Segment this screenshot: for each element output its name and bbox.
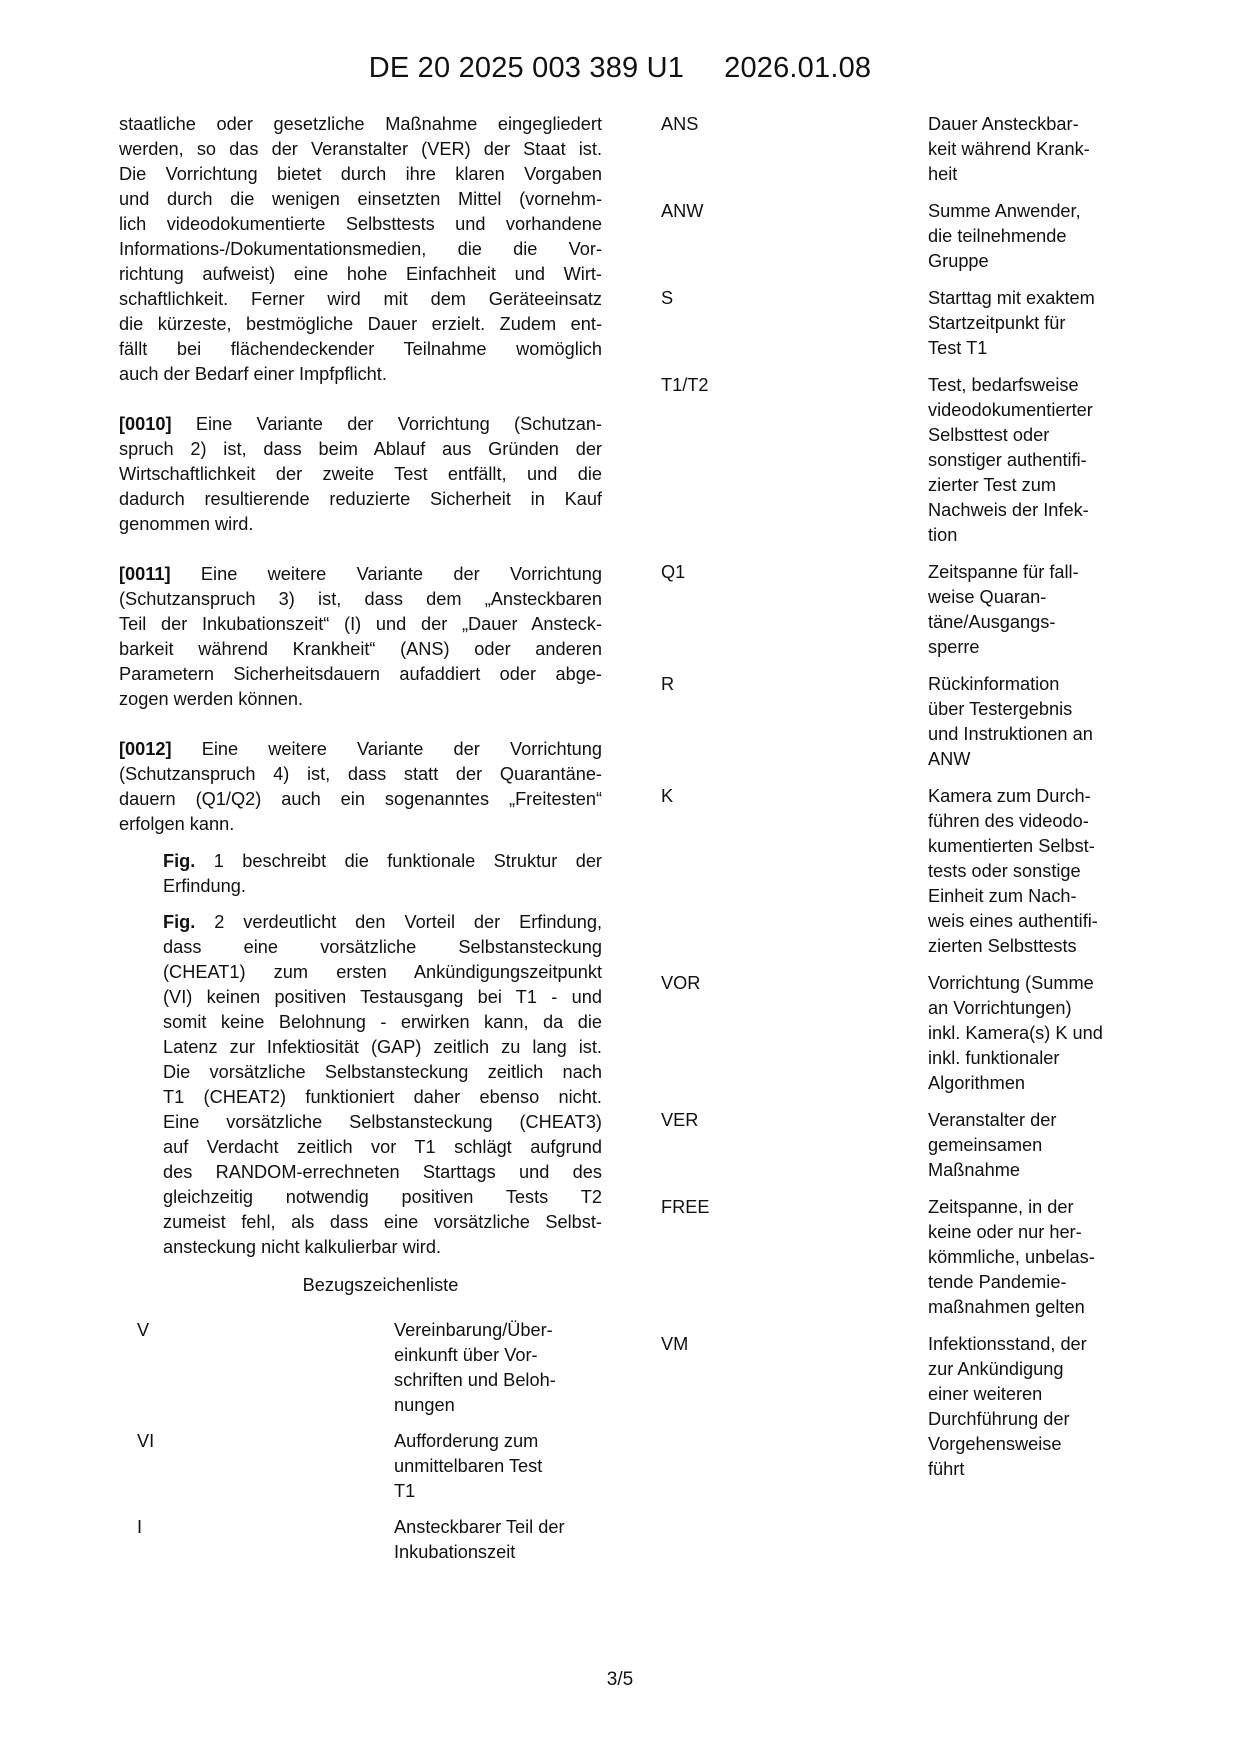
reference-symbol: FREE — [661, 1197, 710, 1217]
paragraph-0012 — [119, 737, 602, 837]
text-line: spruch 2) ist, dass beim Ablauf aus Gründen der — [119, 439, 602, 459]
text-line: Latenz zur Infektiosität (GAP) zeitlich zu lang ist. — [163, 1037, 602, 1057]
reference-entry — [661, 286, 1141, 361]
text-line: sonstiger authentifi- — [928, 450, 1087, 470]
text-line: und Instruktionen an — [928, 724, 1093, 744]
text-line: einer weiteren — [928, 1384, 1043, 1404]
text-line: maßnahmen gelten — [928, 1297, 1085, 1317]
text-line: inkl. Kamera(s) K und — [928, 1023, 1103, 1043]
intro-paragraph — [119, 112, 602, 387]
reference-symbol: T1/T2 — [661, 375, 709, 395]
text-line: tion — [928, 525, 958, 545]
text-line — [119, 737, 602, 762]
text-line: zur Ankündigung — [928, 1359, 1064, 1379]
reference-symbol: ANS — [661, 114, 699, 134]
text-line: kömmliche, unbelas- — [928, 1247, 1095, 1267]
text-line: des RANDOM-errechneten Starttags und des — [163, 1162, 602, 1182]
text-line: Erfindung. — [163, 876, 246, 896]
reference-entry — [661, 373, 1141, 548]
text-line: schaftlichkeit. Ferner wird mit dem Geräteeinsatz — [119, 289, 602, 309]
text-line: lich videodokumentierte Selbsttests und vorhandene — [119, 214, 602, 234]
text-line: auf Verdacht zeitlich vor T1 schlägt aufgrund — [163, 1137, 602, 1157]
text-line: die teilnehmende — [928, 226, 1067, 246]
document-header — [0, 52, 1240, 85]
text-line: nungen — [394, 1395, 455, 1415]
text-line: barkeit während Krankheit“ (ANS) oder anderen — [119, 639, 602, 659]
text-line: Wirtschaftlichkeit der zweite Test entfällt, und die — [119, 464, 602, 484]
text-line: genommen wird. — [119, 514, 254, 534]
reference-description — [928, 672, 1128, 772]
text-line: über Testergebnis — [928, 699, 1073, 719]
text-line: Aufforderung zum — [394, 1431, 539, 1451]
reference-symbol: R — [661, 674, 675, 694]
text-line: sperre — [928, 637, 980, 657]
text-line: Teil der Inkubationszeit“ (I) und der „Dauer Ansteck- — [119, 614, 602, 634]
reference-description — [928, 1195, 1128, 1320]
reference-description — [394, 1515, 594, 1565]
text-line: zierten Selbsttests — [928, 936, 1077, 956]
text-line: an Vorrichtungen) — [928, 998, 1072, 1018]
reference-entry — [661, 112, 1141, 187]
text-line: Test T1 — [928, 338, 988, 358]
reference-entry — [119, 1318, 602, 1418]
text-fragment: Eine weitere Variante der Vorrichtung — [201, 739, 602, 759]
text-line: Nachweis der Infek- — [928, 500, 1089, 520]
figure-label: Fig. — [163, 912, 196, 932]
reference-entry — [661, 971, 1141, 1096]
text-line: tests oder sonstige — [928, 861, 1081, 881]
text-line: ansteckung nicht kalkulierbar wird. — [163, 1237, 441, 1257]
document-number: DE 20 2025 003 389 U1 — [368, 52, 685, 84]
text-line: zogen werden können. — [119, 689, 304, 709]
text-line — [163, 910, 602, 935]
text-line: inkl. funktionaler — [928, 1048, 1060, 1068]
reference-symbol: VOR — [661, 973, 701, 993]
reference-description — [928, 1332, 1128, 1482]
left-column — [119, 112, 602, 1576]
paragraph-number: [0010] — [119, 414, 172, 434]
text-line: Vereinbarung/Über- — [394, 1320, 553, 1340]
reference-entry — [661, 560, 1141, 660]
text-line: T1 (CHEAT2) funktioniert daher ebenso nicht. — [163, 1087, 602, 1107]
reference-description — [928, 199, 1128, 274]
reference-symbol: ANW — [661, 201, 704, 221]
text-line: Summe Anwender, — [928, 201, 1081, 221]
reference-symbol: K — [661, 786, 674, 806]
right-column — [661, 112, 1141, 1494]
figure-label: Fig. — [163, 851, 196, 871]
text-line: unmittelbaren Test — [394, 1456, 543, 1476]
text-line: gemeinsamen — [928, 1135, 1043, 1155]
paragraph-number: [0011] — [119, 564, 171, 584]
text-line: erfolgen kann. — [119, 814, 235, 834]
text-line: führen des videodo- — [928, 811, 1089, 831]
reference-entry — [661, 784, 1141, 959]
text-line: zumeist fehl, als dass eine vorsätzliche Selbst- — [163, 1212, 602, 1232]
text-line: dadurch resultierende reduzierte Sicherheit in Kauf — [119, 489, 602, 509]
reference-entry — [119, 1429, 602, 1504]
reference-symbol: V — [137, 1320, 150, 1340]
text-line: videodokumentierter — [928, 400, 1093, 420]
text-line: dass eine vorsätzliche Selbstansteckung — [163, 937, 602, 957]
publication-date: 2026.01.08 — [724, 52, 872, 84]
text-line: Gruppe — [928, 251, 989, 271]
reference-entry — [661, 672, 1141, 772]
text-line: Die Vorrichtung bietet durch ihre klaren Vorgaben — [119, 164, 602, 184]
reference-entry — [661, 1195, 1141, 1320]
text-line: Die vorsätzliche Selbstansteckung zeitlich nach — [163, 1062, 602, 1082]
text-line — [163, 849, 602, 874]
text-line: T1 — [394, 1481, 416, 1501]
text-line: Startzeitpunkt für — [928, 313, 1066, 333]
page-number: 3/5 — [606, 1669, 634, 1690]
text-line: Inkubationszeit — [394, 1542, 516, 1562]
text-line: ANW — [928, 749, 971, 769]
text-fragment: 1 beschreibt die funktionale Struktur der — [213, 851, 602, 871]
text-line: heit — [928, 164, 958, 184]
text-line: staatliche oder gesetzliche Maßnahme eingegliedert — [119, 114, 602, 134]
text-line: kumentierten Selbst- — [928, 836, 1095, 856]
text-line: Eine vorsätzliche Selbstansteckung (CHEAT3) — [163, 1112, 602, 1132]
text-line: Dauer Ansteckbar- — [928, 114, 1079, 134]
reference-symbol: VI — [137, 1431, 155, 1451]
reference-description — [928, 1108, 1128, 1183]
reference-description — [928, 112, 1128, 187]
reference-entry — [661, 1108, 1141, 1183]
text-line: Parametern Sicherheitsdauern aufaddiert oder abge- — [119, 664, 602, 684]
text-line: (VI) keinen positiven Testausgang bei T1 - und — [163, 987, 602, 1007]
reference-description — [928, 560, 1128, 660]
paragraph-0010 — [119, 412, 602, 537]
text-line: Rückinformation — [928, 674, 1060, 694]
figure-1-description — [119, 849, 602, 899]
text-fragment: Eine weitere Variante der Vorrichtung — [200, 564, 602, 584]
text-line: Test, bedarfsweise — [928, 375, 1079, 395]
reference-entry — [661, 1332, 1141, 1482]
text-line: Infektionsstand, der — [928, 1334, 1087, 1354]
text-line: fällt bei flächendeckender Teilnahme womöglich — [119, 339, 602, 359]
text-line: Vorrichtung (Summe — [928, 973, 1094, 993]
paragraph-number: [0012] — [119, 739, 172, 759]
reference-description — [928, 286, 1128, 361]
text-line: einkunft über Vor- — [394, 1345, 538, 1365]
reference-symbol: I — [137, 1517, 143, 1537]
text-line: Vorgehensweise — [928, 1434, 1062, 1454]
text-line: schriften und Beloh- — [394, 1370, 556, 1390]
text-line: weis eines authentifi- — [928, 911, 1098, 931]
reference-description — [928, 784, 1128, 959]
text-line: Kamera zum Durch- — [928, 786, 1091, 806]
text-line: Ansteckbarer Teil der — [394, 1517, 565, 1537]
text-line: Zeitspanne für fall- — [928, 562, 1079, 582]
reference-list-right — [661, 112, 1141, 1482]
text-line: (Schutzanspruch 3) ist, dass dem „Ansteckbaren — [119, 589, 602, 609]
reference-entry — [661, 199, 1141, 274]
text-line: werden, so das der Veranstalter (VER) der Staat ist. — [119, 139, 602, 159]
text-line: keit während Krank- — [928, 139, 1090, 159]
text-line: auch der Bedarf einer Impfpflicht. — [119, 364, 387, 384]
reference-list-title: Bezugszeichenliste — [302, 1275, 459, 1295]
reference-list-left — [119, 1318, 602, 1565]
text-line: (CHEAT1) zum ersten Ankündigungszeitpunkt — [163, 962, 602, 982]
text-fragment: Eine Variante der Vorrichtung (Schutzan- — [195, 414, 602, 434]
reference-description — [394, 1429, 594, 1504]
text-line: zierter Test zum — [928, 475, 1057, 495]
reference-symbol: VM — [661, 1334, 689, 1354]
paragraph-0011 — [119, 562, 602, 712]
text-line: tende Pandemie- — [928, 1272, 1067, 1292]
text-line: dauern (Q1/Q2) auch ein sogenanntes „Freitesten“ — [119, 789, 602, 809]
text-line — [119, 562, 602, 587]
reference-symbol: S — [661, 288, 674, 308]
reference-entry — [119, 1515, 602, 1565]
text-line: gleichzeitig notwendig positiven Tests T2 — [163, 1187, 602, 1207]
text-line: Maßnahme — [928, 1160, 1020, 1180]
text-line: führt — [928, 1459, 965, 1479]
text-line: Veranstalter der — [928, 1110, 1057, 1130]
reference-description — [394, 1318, 594, 1418]
text-line: Selbsttest oder — [928, 425, 1050, 445]
text-line: richtung aufweist) eine hohe Einfachheit und Wirt- — [119, 264, 602, 284]
reference-symbol: VER — [661, 1110, 699, 1130]
text-line: täne/Ausgangs- — [928, 612, 1056, 632]
text-line: Informations-/Dokumentationsmedien, die die Vor- — [119, 239, 602, 259]
text-line: somit keine Belohnung - erwirken kann, da die — [163, 1012, 602, 1032]
reference-description — [928, 971, 1128, 1096]
text-fragment: 2 verdeutlicht den Vorteil der Erfindung, — [214, 912, 602, 932]
reference-symbol: Q1 — [661, 562, 686, 582]
text-line: Einheit zum Nach- — [928, 886, 1077, 906]
text-line: (Schutzanspruch 4) ist, dass statt der Quarantäne- — [119, 764, 602, 784]
figure-2-description — [119, 910, 602, 1260]
text-line: keine oder nur her- — [928, 1222, 1082, 1242]
text-line: die kürzeste, bestmögliche Dauer erzielt. Zudem ent- — [119, 314, 602, 334]
text-line: Zeitspanne, in der — [928, 1197, 1074, 1217]
text-line: weise Quaran- — [928, 587, 1047, 607]
text-line: Durchführung der — [928, 1409, 1070, 1429]
text-line: Algorithmen — [928, 1073, 1026, 1093]
text-line — [119, 412, 602, 437]
text-line: Starttag mit exaktem — [928, 288, 1095, 308]
reference-description — [928, 373, 1128, 548]
text-line: und durch die wenigen einsetzten Mittel (vornehm- — [119, 189, 602, 209]
